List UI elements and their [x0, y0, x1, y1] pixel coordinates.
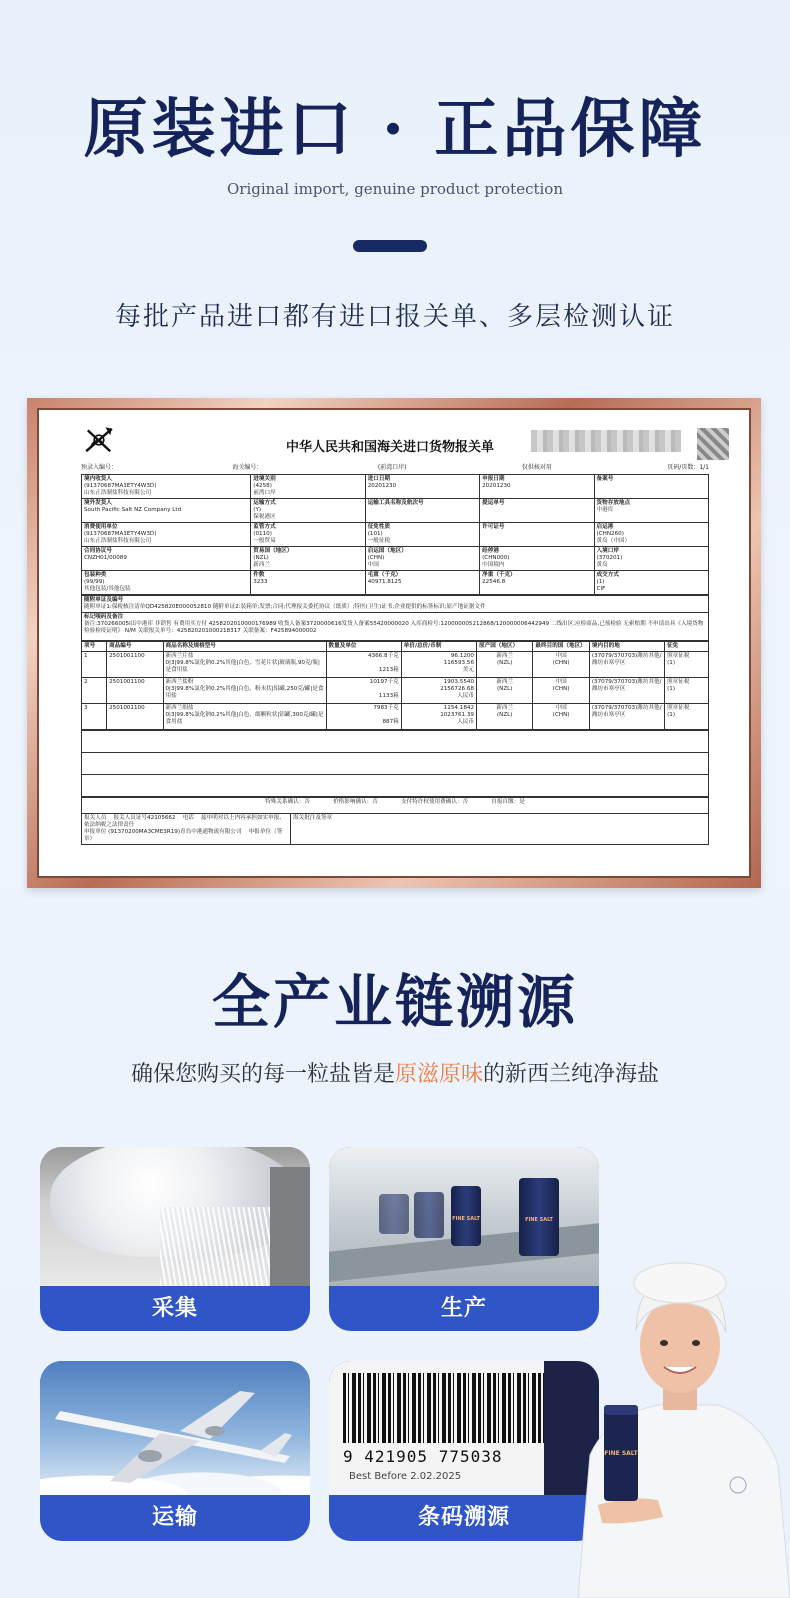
cell-value: CNZH01/00089	[84, 555, 127, 561]
declaration-cell	[251, 571, 365, 595]
factory-image	[329, 1147, 599, 1286]
cell-label: 成交方式	[596, 572, 619, 578]
barcode-icon	[343, 1373, 553, 1443]
traceability-description	[0, 1057, 790, 1088]
barcode-number: 9 421905 775038	[343, 1447, 503, 1466]
docs-label: 随附单证及编号	[84, 597, 124, 603]
traceability-title: 全产业链溯源	[211, 968, 578, 1036]
goods-cell-qty: 10197千克 1133箱	[326, 678, 401, 704]
cell-value: (0110) 一般贸易	[253, 531, 276, 544]
cell-label: 货物存放地点	[596, 500, 631, 506]
cell-label: 提运单号	[482, 500, 505, 506]
goods-cell-name: 新西兰盐粉 0|3|99.8%氯化钠0.2%其他|白色、粉末状|铝罐,250克/罐|是食用盐	[163, 678, 326, 704]
declaration-cell	[365, 571, 479, 595]
can-text: FINE SALT	[604, 1450, 638, 1457]
cell-value: (101) 一般征税	[367, 531, 391, 544]
goods-cell-domestic: (37079/370703)潍坊其他/潍坊市寒亭区	[589, 678, 664, 704]
customs-note: 海关批注及签章	[293, 815, 333, 821]
card-label: 运输	[151, 1505, 198, 1530]
cell-label: 境外发货人	[84, 500, 112, 506]
cell-label: 件数	[253, 572, 265, 578]
cell-value: (91370687MA3ETY4W3D) 山东正浩制盐科技有限公司	[84, 531, 157, 544]
divider-bar	[353, 240, 427, 252]
declaration-cell	[251, 499, 365, 523]
goods-cell-duty: 照章征税 (1)	[665, 704, 709, 730]
cell-value: (CHN000) 中国境内	[482, 555, 510, 568]
cell-label: 启运国（地区）	[367, 548, 407, 554]
cell-value: (CHN) 中国	[367, 555, 385, 568]
cell-value: (1) CIF	[596, 579, 606, 592]
cell-label: 运输工具名称及航次号	[367, 500, 424, 506]
goods-cell-name: 新西兰细盐 0|3|99.8%氯化钠0.2%其他|白色、细颗粒状|铝罐,300克/罐|是食用盐	[163, 704, 326, 730]
cell-label: 征免性质	[367, 524, 391, 530]
goods-cell-no: 1	[82, 652, 107, 678]
card-label: 生产	[440, 1296, 487, 1321]
cell-value: 20201230	[367, 483, 397, 489]
declaration-cell	[82, 547, 251, 571]
customs-no-label: 海关编号：	[232, 464, 263, 471]
cell-value: 20201230	[482, 483, 511, 489]
declaration-cell	[594, 571, 708, 595]
goods-header-cell: 商品名称及规格型号	[163, 642, 326, 652]
cell-label: 进境关别	[253, 476, 276, 482]
goods-cell-code: 2501001100	[107, 704, 163, 730]
declaration-row	[82, 475, 709, 499]
cell-value: 中港库	[596, 507, 614, 513]
declarant-label: 报关人员	[84, 815, 107, 821]
cell-value: South Pacific Salt NZ Company Ltd	[84, 507, 182, 513]
declaration-cell	[365, 547, 479, 571]
desc-before: 确保您购买的每一粒盐皆是	[130, 1062, 395, 1087]
declaration-cell	[480, 523, 594, 547]
declaration-cell	[594, 547, 708, 571]
goods-cell-qty: 7983千克 887箱	[326, 704, 401, 730]
declaration-cell	[480, 499, 594, 523]
goods-header-cell: 单价/总价/币制	[401, 642, 476, 652]
goods-header-cell: 项号	[82, 642, 107, 652]
goods-header-cell: 境内目的地	[589, 642, 664, 652]
cell-label: 贸易国（地区）	[253, 548, 293, 554]
cell-label: 毛重（千克）	[367, 572, 402, 578]
goods-header-cell: 数量及单位	[326, 642, 401, 652]
port-note: (前湾口岸)	[377, 464, 407, 471]
confirm-self: 自报自缴：是	[491, 799, 525, 805]
goods-header-cell: 原产国（地区）	[477, 642, 533, 652]
cell-label: 消费使用单位	[84, 524, 118, 530]
goods-cell-price: 1154.1842 1023761.39 人民币	[401, 704, 476, 730]
goods-cell-price: 1903.5540 2156726.68 人民币	[401, 678, 476, 704]
declaration-cell	[594, 523, 708, 547]
airplane-image	[40, 1361, 310, 1495]
goods-table	[81, 641, 709, 730]
goods-cell-domestic: (37079/370703)潍坊其他/潍坊市寒亭区	[589, 704, 664, 730]
best-before-date: Best Before 2.02.2025	[349, 1471, 462, 1482]
goods-cell-origin: 新西兰 (NZL)	[477, 678, 533, 704]
goods-cell-dest: 中国 (CHN)	[533, 678, 589, 704]
goods-row	[82, 704, 709, 730]
pre-entry-label: 预录入编号：	[81, 464, 118, 471]
card-production	[329, 1147, 599, 1331]
cell-value: 3233	[253, 579, 268, 585]
goods-cell-qty: 4366.8千克 1213箱	[326, 652, 401, 678]
goods-header-row	[82, 642, 709, 652]
goods-row	[82, 652, 709, 678]
phone-label: 电话	[182, 815, 194, 821]
statement: 兹申明对以上内容承担如实申报、依法纳税之法律责任	[84, 815, 285, 828]
cell-value: (99/99) 其他包装/其他包装	[84, 579, 131, 592]
page-label: 页码/页数：1/1	[667, 464, 709, 471]
declaration-row	[82, 571, 709, 595]
docs-text: 随附单证1:保税核注清单QD425820E000052810 随附单证2:装箱单;发票;合同;代理报关委托协议（纸质）;特医(卫生)证书;企业提供的标签标识;原产地证据文件	[84, 604, 486, 610]
declaration-cell	[82, 523, 251, 547]
cell-label: 经停港	[482, 548, 499, 554]
can-text: FINE SALT	[525, 1217, 553, 1223]
cell-label: 净重（千克）	[482, 572, 516, 578]
confirm-special: 特殊关系确认：否	[265, 799, 310, 805]
goods-cell-dest: 中国 (CHN)	[533, 704, 589, 730]
goods-cell-duty: 照章征税 (1)	[665, 652, 709, 678]
goods-cell-origin: 新西兰 (NZL)	[477, 652, 533, 678]
cell-label: 境内收货人	[84, 476, 112, 482]
goods-cell-domestic: (37079/370703)潍坊其他/潍坊市寒亭区	[589, 652, 664, 678]
cell-value: (370201) 黄岛	[596, 555, 623, 568]
cell-value: (CHN260) 黄岛（中国）	[596, 531, 631, 544]
hero-description: 每批产品进口都有进口报关单、多层检测认证	[114, 302, 675, 332]
declaration-row	[82, 523, 709, 547]
desc-after: 的新西兰纯净海盐	[483, 1062, 660, 1087]
declaration-cell	[480, 571, 594, 595]
declaration-footer	[81, 797, 709, 845]
declaration-cell	[251, 547, 365, 571]
cell-value: (NZL) 新西兰	[253, 555, 271, 568]
declarant-cert: 报关人员证号42105662	[113, 815, 176, 821]
worker-holding-product-image	[568, 1255, 790, 1598]
cell-label: 包装种类	[84, 572, 107, 578]
goods-header-cell: 商品编号	[107, 642, 163, 652]
declaration-cell	[82, 499, 251, 523]
confirm-price: 价格影响确认：否	[333, 799, 378, 805]
goods-header-cell: 征免	[665, 642, 709, 652]
goods-empty-rows	[81, 730, 709, 797]
cell-label: 启运港	[596, 524, 614, 530]
cell-label: 监管方式	[253, 524, 276, 530]
goods-cell-origin: 新西兰 (NZL)	[477, 704, 533, 730]
goods-cell-no: 3	[82, 704, 107, 730]
can-text: FINE SALT	[452, 1216, 480, 1222]
declaration-cell	[82, 475, 251, 499]
certificate-frame	[27, 398, 761, 888]
salt-image	[40, 1147, 310, 1286]
cell-label: 备案号	[596, 476, 614, 482]
card-label: 条码溯源	[417, 1505, 510, 1530]
declaration-row	[82, 499, 709, 523]
desc-highlight: 原滋原味	[394, 1062, 483, 1087]
customs-declaration	[37, 408, 751, 878]
goods-cell-dest: 中国 (CHN)	[533, 652, 589, 678]
goods-cell-code: 2501001100	[107, 652, 163, 678]
cell-label: 申报日期	[482, 476, 505, 482]
cell-value: 22546.8	[482, 579, 506, 585]
goods-cell-name: 新西兰片盐 0|3|99.8%氯化钠0.2%其他|白色、雪花片状|玻璃瓶,90克/瓶|是食用盐	[163, 652, 326, 678]
hero-subtitle: Original import, genuine product protection	[226, 180, 563, 198]
declaration-cell	[365, 475, 479, 499]
declaration-cell	[251, 475, 365, 499]
declaration-cell	[82, 571, 251, 595]
goods-cell-duty: 照章征税 (1)	[665, 678, 709, 704]
redacted-number	[531, 430, 681, 452]
goods-header-cell: 最终目的国（地区）	[533, 642, 589, 652]
declaration-cell	[365, 499, 479, 523]
redacted-qr-code	[697, 428, 729, 460]
customs-emblem-icon	[83, 424, 115, 456]
declare-seal: 申报单位（签章）	[84, 829, 283, 842]
declaration-extra	[81, 595, 709, 641]
airplane-icon	[40, 1361, 310, 1495]
card-label: 采集	[151, 1296, 198, 1321]
declaration-cell	[480, 475, 594, 499]
goods-cell-code: 2501001100	[107, 678, 163, 704]
card-barcode-trace	[329, 1361, 599, 1541]
goods-row	[82, 678, 709, 704]
declaration-cell	[365, 523, 479, 547]
cell-value: (4258) 前湾口岸	[253, 483, 276, 496]
cell-value: 40971.8125	[367, 579, 402, 585]
cell-label: 许可证号	[482, 524, 505, 530]
confirm-royalty: 支付特许权使用费确认：否	[400, 799, 469, 805]
declaration-cell	[251, 523, 365, 547]
check-note: 仅供核对用	[521, 464, 552, 471]
remarks-label: 标记唛码及备注	[84, 614, 124, 620]
card-transport	[40, 1361, 310, 1541]
hero-title: 原装进口 · 正品保障	[83, 92, 707, 167]
cell-label: 运输方式	[253, 500, 276, 506]
goods-cell-price: 96.1200 116593.56 美元	[401, 652, 476, 678]
declaration-cell	[594, 475, 708, 499]
cell-label: 进口日期	[367, 476, 391, 482]
declaration-title: 中华人民共和国海关进口货物报关单	[286, 440, 495, 455]
remarks-text: 备注:370266005l出中港库 非销售 有费用买方付 4258202010000176989 收货人备案3720000616发货人备案55420000020 入库商检号:120000005212868/120000006442949 二线出区,应检商品,已预检验 无索赔期 不申请出具《入境货物检验检疫证明》 N/M 关联报关单号：425820201000218317 关联备案：F425894000002	[84, 621, 704, 634]
declare-unit: 申报单位 (91370200MA3CME3R19)青岛中港通物流有限公司	[84, 829, 242, 835]
declaration-row	[82, 547, 709, 571]
barcode-image	[329, 1361, 599, 1495]
cell-value: (Y) 保税港区	[253, 507, 276, 520]
cell-value: (91370687MA3ETY4W3D) 山东正浩制盐科技有限公司	[84, 483, 157, 496]
declaration-table	[81, 474, 709, 595]
goods-cell-no: 2	[82, 678, 107, 704]
cell-label: 入境口岸	[596, 548, 619, 554]
card-collection	[40, 1147, 310, 1331]
declaration-cell	[594, 499, 708, 523]
declaration-cell	[480, 547, 594, 571]
cell-label: 合同协议号	[84, 548, 112, 554]
